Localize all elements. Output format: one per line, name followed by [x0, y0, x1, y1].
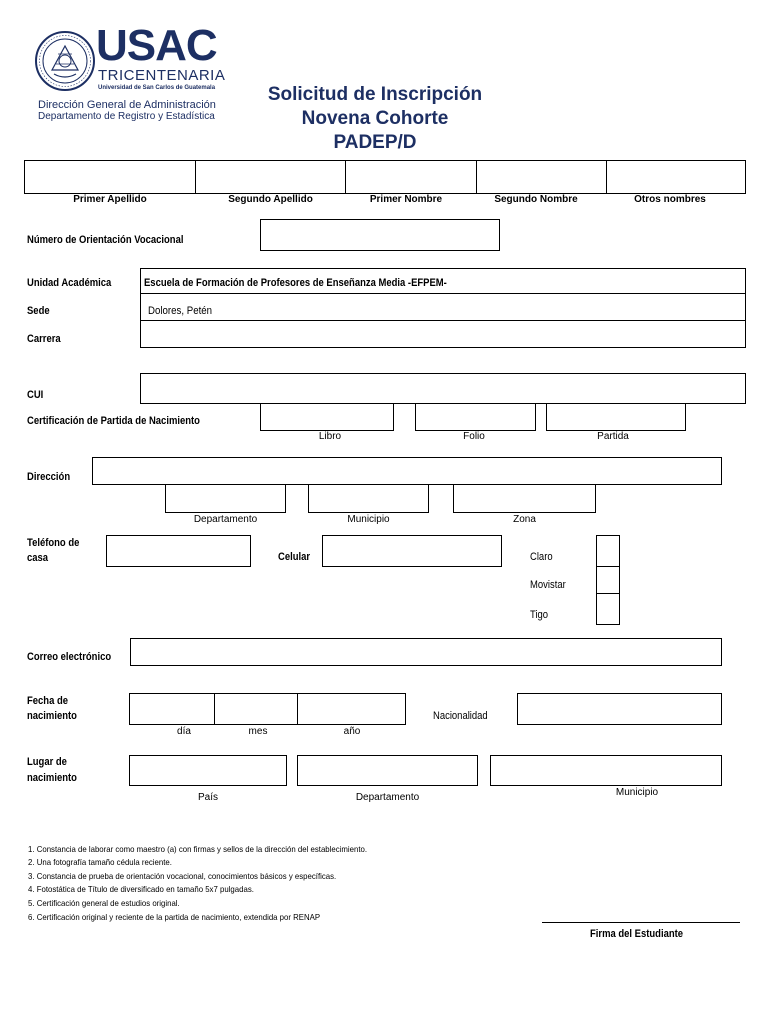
otros-nombres-field[interactable]: [606, 160, 746, 194]
libro-field[interactable]: [260, 403, 394, 431]
folio-field[interactable]: [415, 403, 536, 431]
claro-checkbox[interactable]: [596, 535, 620, 567]
tigo-checkbox[interactable]: [596, 593, 620, 625]
departamento-field[interactable]: [165, 484, 286, 513]
nacionalidad-field[interactable]: [517, 693, 722, 725]
orientacion-label: Número de Orientación Vocacional: [27, 234, 184, 246]
mes-field[interactable]: [214, 693, 298, 725]
fecha-label-2: nacimiento: [27, 710, 77, 722]
carrera-label: Carrera: [27, 333, 61, 345]
requirement-item: 2. Una fotografía tamaño cédula reciente.: [28, 857, 172, 867]
segundo-apellido-label: Segundo Apellido: [228, 194, 313, 205]
sede-field[interactable]: [140, 293, 746, 321]
logo-tricentenaria: TRICENTENARIA: [98, 67, 226, 84]
pais-field[interactable]: [129, 755, 287, 786]
zona-label: Zona: [513, 514, 536, 525]
partida-sub-label: Partida: [597, 431, 629, 442]
fecha-label-1: Fecha de: [27, 695, 69, 707]
telefono-label-1: Teléfono de: [27, 537, 80, 549]
claro-label: Claro: [530, 551, 553, 563]
lugar-municipio-field[interactable]: [490, 755, 722, 786]
partida-label: Certificación de Partida de Nacimiento: [27, 415, 200, 427]
segundo-nombre-label: Segundo Nombre: [494, 194, 578, 205]
pais-label: País: [197, 792, 218, 803]
mes-label: mes: [248, 726, 268, 737]
movistar-label: Movistar: [530, 579, 566, 591]
primer-nombre-field[interactable]: [345, 160, 477, 194]
form-program: PADEP/D: [333, 132, 417, 153]
lugar-departamento-label: Departamento: [355, 792, 420, 803]
municipio-label: Municipio: [347, 514, 390, 525]
primer-apellido-field[interactable]: [24, 160, 196, 194]
anio-label: año: [343, 726, 361, 737]
correo-label: Correo electrónico: [27, 651, 112, 663]
requirement-item: 4. Fotostática de Título de diversificado en tamaño 5x7 pulgadas.: [28, 884, 254, 894]
tigo-label: Tigo: [530, 609, 549, 621]
celular-label: Celular: [278, 551, 311, 563]
telefono-field[interactable]: [106, 535, 251, 567]
segundo-nombre-field[interactable]: [476, 160, 607, 194]
logo-university: Universidad de San Carlos de Guatemala: [98, 85, 216, 91]
carrera-field[interactable]: [140, 320, 746, 348]
signature-line[interactable]: [542, 922, 740, 923]
requirement-item: 6. Certificación original y reciente de la partida de nacimiento, extendida por RENAP: [28, 912, 321, 922]
orientacion-field[interactable]: [260, 219, 500, 251]
sede-label: Sede: [27, 305, 50, 317]
cui-field[interactable]: [140, 373, 746, 404]
municipio-field[interactable]: [308, 484, 429, 513]
dia-label: día: [177, 726, 191, 737]
correo-field[interactable]: [130, 638, 722, 666]
dia-field[interactable]: [129, 693, 215, 725]
primer-apellido-label: Primer Apellido: [73, 194, 147, 205]
signature-label: Firma del Estudiante: [590, 928, 684, 940]
movistar-checkbox[interactable]: [596, 566, 620, 594]
lugar-label-2: nacimiento: [27, 772, 77, 784]
telefono-label-2: casa: [27, 552, 49, 564]
primer-nombre-label: Primer Nombre: [369, 194, 443, 205]
direccion-field[interactable]: [92, 457, 722, 485]
form-title: Solicitud de Inscripción: [267, 84, 483, 105]
lugar-departamento-field[interactable]: [297, 755, 478, 786]
celular-field[interactable]: [322, 535, 502, 567]
requirement-item: 1. Constancia de laborar como maestro (a) con firmas y sellos de la dirección del establecimiento.: [28, 844, 368, 854]
otros-nombres-label: Otros nombres: [634, 194, 706, 205]
dept-line-1: Dirección General de Administración: [38, 99, 216, 111]
unidad-value: Escuela de Formación de Profesores de Enseñanza Media -EFPEM-: [144, 277, 447, 289]
cui-label: CUI: [27, 389, 44, 401]
form-subtitle: Novena Cohorte: [301, 108, 449, 129]
anio-field[interactable]: [297, 693, 406, 725]
lugar-label-1: Lugar de: [27, 756, 67, 768]
departamento-label: Departamento: [193, 514, 258, 525]
direccion-label: Dirección: [27, 471, 71, 483]
logo-text: USAC: [96, 21, 217, 70]
unidad-label: Unidad Académica: [27, 277, 112, 289]
nacionalidad-label: Nacionalidad: [433, 710, 488, 722]
requirement-item: 5. Certificación general de estudios original.: [28, 898, 180, 908]
libro-label: Libro: [318, 431, 342, 442]
folio-label: Folio: [463, 431, 485, 442]
requirement-item: 3. Constancia de prueba de orientación vocacional, conocimientos básicos y específicas.: [28, 871, 337, 881]
dept-line-2: Departamento de Registro y Estadística: [38, 111, 215, 122]
segundo-apellido-field[interactable]: [195, 160, 346, 194]
sede-value: Dolores, Petén: [148, 305, 213, 317]
zona-field[interactable]: [453, 484, 596, 513]
partida-field[interactable]: [546, 403, 686, 431]
lugar-municipio-label: Municipio: [615, 787, 659, 798]
usac-seal-icon: [34, 30, 96, 92]
